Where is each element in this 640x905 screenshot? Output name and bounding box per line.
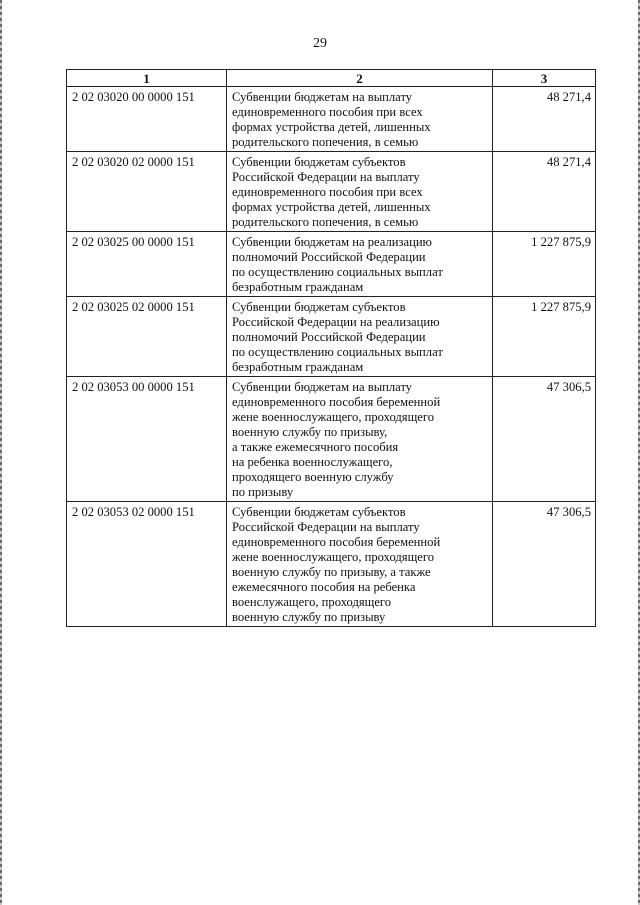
column-header-description: 2 [227, 70, 493, 87]
budget-code: 2 02 03020 00 0000 151 [67, 87, 227, 152]
scan-edge-left [0, 0, 2, 905]
table-row [67, 377, 596, 502]
budget-code: 2 02 03053 02 0000 151 [67, 502, 227, 627]
budget-table [66, 69, 596, 627]
row-description: Субвенции бюджетам на выплату единовременного пособия беременной жене военнослужащего, проходящего военную службу по призыву, а также ежемесячного пособия на ребенка военнослужащего, проходящего военную службу по призыву [227, 377, 493, 502]
row-amount: 1 227 875,9 [493, 297, 596, 377]
table-row [67, 297, 596, 377]
row-amount: 47 306,5 [493, 502, 596, 627]
budget-code: 2 02 03020 02 0000 151 [67, 152, 227, 232]
table-row [67, 152, 596, 232]
column-header-amount: 3 [493, 70, 596, 87]
row-description: Субвенции бюджетам на реализацию полномочий Российской Федерации по осуществлению социальных выплат безработным гражданам [227, 232, 493, 297]
column-header-code: 1 [67, 70, 227, 87]
row-description: Субвенции бюджетам на выплату единовременного пособия при всех формах устройства детей, лишенных родительского попечения, в семью [227, 87, 493, 152]
table-header-row [67, 70, 596, 87]
row-amount: 48 271,4 [493, 87, 596, 152]
budget-code: 2 02 03053 00 0000 151 [67, 377, 227, 502]
table-row [67, 232, 596, 297]
row-description: Субвенции бюджетам субъектов Российской Федерации на реализацию полномочий Российской Федерации по осуществлению социальных выплат безработным гражданам [227, 297, 493, 377]
row-description: Субвенции бюджетам субъектов Российской Федерации на выплату единовременного пособия при всех формах устройства детей, лишенных родительского попечения, в семью [227, 152, 493, 232]
row-description: Субвенции бюджетам субъектов Российской Федерации на выплату единовременного пособия беременной жене военнослужащего, проходящего военную службу по призыву, а также ежемесячного пособия на ребенка военслужащего, проходящего военную службу по призыву [227, 502, 493, 627]
page-number: 29 [313, 36, 327, 51]
row-amount: 47 306,5 [493, 377, 596, 502]
row-amount: 48 271,4 [493, 152, 596, 232]
row-amount: 1 227 875,9 [493, 232, 596, 297]
budget-code: 2 02 03025 00 0000 151 [67, 232, 227, 297]
table-row [67, 502, 596, 627]
budget-code: 2 02 03025 02 0000 151 [67, 297, 227, 377]
table-row [67, 87, 596, 152]
